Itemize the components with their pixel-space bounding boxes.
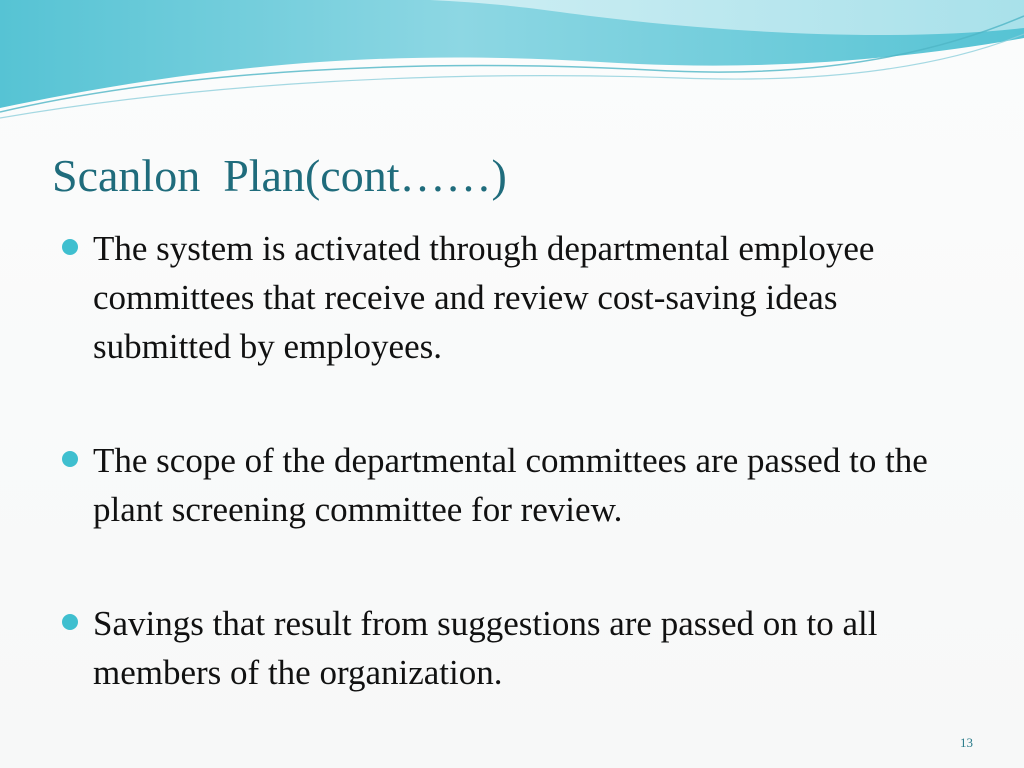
bullet-item: [62, 224, 962, 371]
bullet-text: Savings that result from suggestions are passed on to all members of the organization.: [93, 604, 878, 692]
bullet-icon: [62, 451, 78, 467]
bullet-icon: [62, 239, 78, 255]
bullet-text: The scope of the departmental committees are passed to the plant screening committee for review.: [93, 441, 928, 529]
wave-header-decoration: [0, 0, 1024, 130]
bullet-list: [62, 224, 962, 697]
bullet-text: The system is activated through departmental employee committees that receive and review cost-saving ideas submitted by employees.: [93, 229, 875, 366]
bullet-item: [62, 599, 962, 697]
slide-number: 13: [960, 735, 973, 750]
slide-title: Scanlon Plan(cont……): [52, 150, 507, 201]
bullet-icon: [62, 614, 78, 630]
bullet-item: [62, 436, 962, 534]
